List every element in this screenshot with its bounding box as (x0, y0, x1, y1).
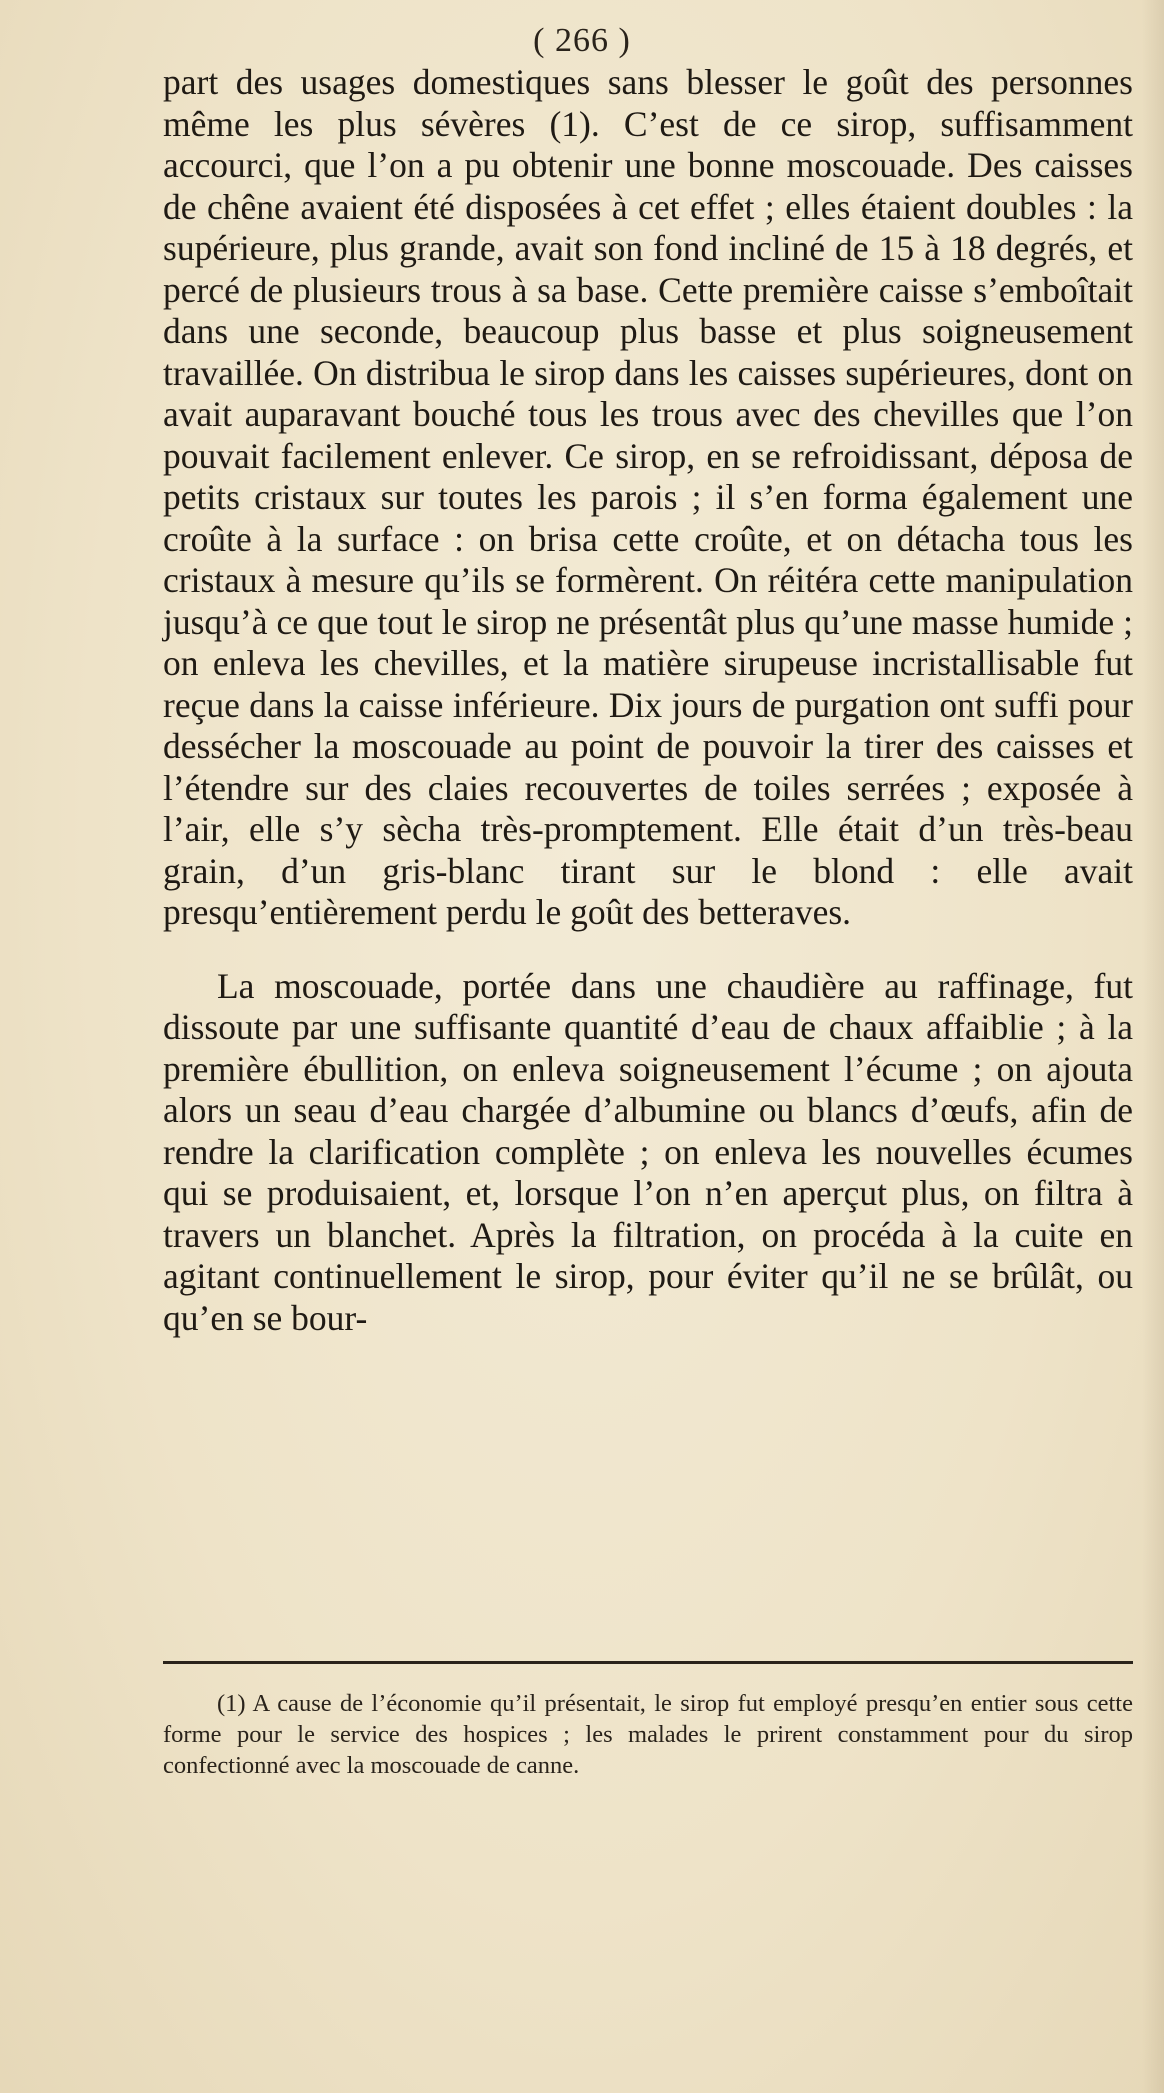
footnote-separator-rule (163, 1661, 1133, 1664)
paragraph-1: part des usages domestiques sans blesser le goût des personnes même les plus sévères (1). C’est de ce sirop, suffisamment accourci, que l’on a pu obtenir une bonne moscouade. Des caisses de chêne avaient été disposées à cet effet ; elles étaient doubles : la supérieure, plus grande, avait son fond incliné de 15 à 18 degrés, et percé de plusieurs trous à sa base. Cette première caisse s’emboîtait dans une seconde, beaucoup plus basse et plus soigneusement travaillée. On distribua le sirop dans les caisses supérieures, dont on avait auparavant bouché tous les trous avec des chevilles que l’on pouvait facilement enlever. Ce sirop, en se refroidissant, déposa de petits cristaux sur toutes les parois ; il s’en forma également une croûte à la surface : on brisa cette croûte, et on détacha tous les cristaux à mesure qu’ils se formèrent. On réitéra cette manipulation jusqu’à ce que tout le sirop ne présentât plus qu’une masse humide ; on enleva les chevilles, et la matière sirupeuse incristallisable fut reçue dans la caisse inférieure. Dix jours de purgation ont suffi pour dessécher la moscouade au point de pouvoir la tirer des caisses et l’étendre sur des claies recouvertes de toiles serrées ; exposée à l’air, elle s’y sècha très-promptement. Elle était d’un très-beau grain, d’un gris-blanc tirant sur le blond : elle avait presqu’entièrement perdu le goût des betteraves. (163, 62, 1133, 932)
footnote-text: (1) A cause de l’économie qu’il présentait, le sirop fut employé presqu’en entier sous cette forme pour le service des hospices ; les malades le prirent constamment pour du sirop confectionné avec la moscouade de canne. (163, 1690, 1133, 1779)
page-number: ( 266 ) (533, 22, 631, 59)
page-edge-shadow (1142, 0, 1164, 2093)
paragraph-2: La moscouade, portée dans une chaudière au raffinage, fut dissoute par une suffisante quantité d’eau de chaux affaiblie ; à la première ébullition, on enleva soigneusement l’écume ; on ajouta alors un seau d’eau chargée d’albumine ou blancs d’œufs, afin de rendre la clarification complète ; on enleva les nouvelles écumes qui se produisaient, et, lorsque l’on n’en aperçut plus, on filtra à travers un blanchet. Après la filtration, on procéda à la cuite en agitant continuellement le sirop, pour éviter qu’il ne se brûlât, ou qu’en se bour- (163, 965, 1133, 1338)
main-text (163, 62, 1133, 1339)
footnote (163, 1688, 1133, 1781)
